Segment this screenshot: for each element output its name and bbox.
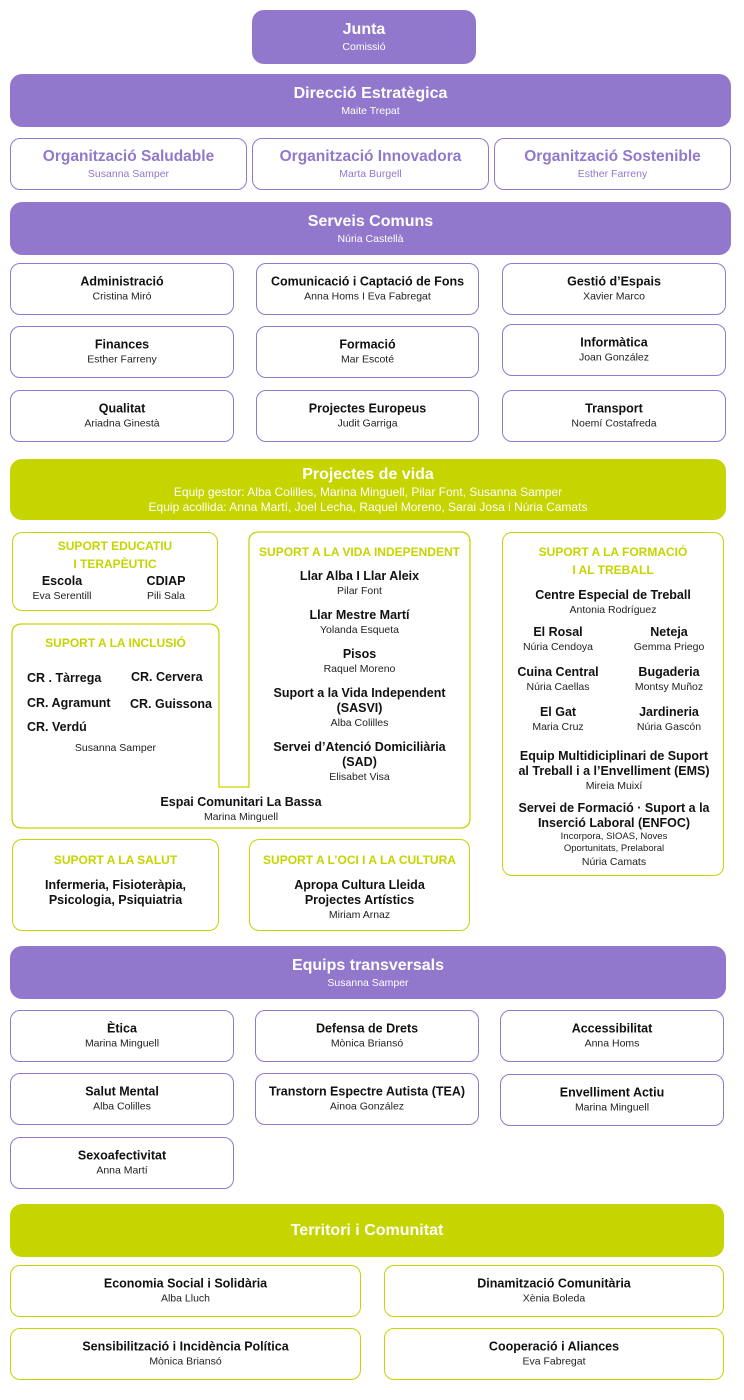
territori-dinamitzacio: [384, 1265, 724, 1317]
ems-sub: Mireia Muixí: [585, 780, 643, 792]
equip-title: Accessibilitat: [571, 1021, 653, 1036]
servei-title: Formació: [339, 337, 396, 352]
enfoc-sub2: Oportunitats, Prelaboral: [563, 843, 665, 854]
equip-title: Ètica: [107, 1021, 137, 1036]
territori-box: [10, 1204, 724, 1257]
equip-title: Defensa de Drets: [315, 1021, 419, 1036]
inclusio-head: SUPORT A LA INCLUSIÓ: [45, 636, 186, 650]
cet-unit-sub: Núria Cendoya: [522, 641, 594, 653]
territori-item-sub: Eva Fabregat: [522, 1355, 586, 1368]
equip-tea: [255, 1073, 479, 1125]
cet-unit-sub: Montsy Muñoz: [634, 681, 704, 693]
suport-oci-box: [249, 839, 470, 931]
espai-title: Espai Comunitari La Bassa: [160, 795, 322, 809]
servei-sub: Mar Escoté: [340, 353, 395, 366]
vida-item-title: Servei d’Atenció Domiciliària: [273, 740, 446, 754]
vida-item-sub: Pilar Font: [337, 585, 382, 597]
vida-item-sub: Alba Colilles: [330, 717, 389, 729]
servei-title: Gestió d’Espais: [567, 274, 661, 289]
org-title: Organització Innovadora: [279, 148, 462, 165]
cet-unit-title: El Gat: [539, 705, 577, 719]
vida-item-title2: (SASVI): [336, 701, 383, 715]
cet-unit-sub: Maria Cruz: [532, 721, 584, 733]
enfoc-line2: Inserció Laboral (ENFOC): [537, 816, 691, 830]
equip-salut-mental: [10, 1073, 234, 1125]
suport-salut-box: [12, 839, 219, 931]
equips-box: [10, 946, 726, 999]
servei-title: Transport: [585, 401, 643, 416]
equip-sub: Marina Minguell: [84, 1037, 160, 1050]
territori-item-title: Dinamització Comunitària: [477, 1276, 631, 1291]
servei-title: Informàtica: [580, 335, 648, 350]
junta-title: Junta: [342, 21, 386, 38]
ems-line1: Equip Multidiciplinari de Suport: [519, 749, 709, 763]
servei-title: Finances: [94, 337, 150, 352]
equip-sexoafectivitat: [10, 1137, 234, 1189]
vida-item-title: Pisos: [342, 647, 377, 661]
org-title: Organització Sostenible: [524, 148, 701, 165]
servei-sub: Noemí Costafreda: [571, 417, 657, 430]
equip-etica: [10, 1010, 234, 1062]
vida-item-title: Suport a la Vida Independent: [273, 686, 446, 700]
territori-item-title: Cooperació i Aliances: [488, 1339, 620, 1354]
equip-title: Envelliment Actiu: [559, 1085, 665, 1100]
suport-formacio-box: [502, 532, 724, 876]
cet-unit-title: Bugaderia: [638, 665, 700, 679]
cet-unit-title: Cuina Central: [517, 665, 599, 679]
cet-sub: Antonia Rodríguez: [569, 604, 657, 616]
projectes-title: Projectes de vida: [302, 465, 434, 483]
enfoc-line1: Servei de Formació · Suport a la: [518, 801, 710, 815]
serveis-title: Serveis Comuns: [307, 212, 434, 230]
servei-sub: Ariadna Ginestà: [84, 417, 160, 430]
salut-line1: Infermeria, Fisioteràpia,: [44, 878, 187, 892]
equips-title: Equips transversals: [291, 956, 445, 974]
territori-item-title: Sensibilització i Incidència Política: [82, 1339, 289, 1354]
oci-sub: Miriam Arnaz: [328, 909, 391, 921]
enfoc-sub3: Núria Camats: [581, 856, 647, 868]
servei-sub: Cristina Miró: [92, 290, 152, 303]
equip-sub: Ainoa González: [329, 1100, 405, 1113]
oci-head: SUPORT A L’OCI I A LA CULTURA: [263, 853, 456, 867]
equip-sub: Marina Minguell: [574, 1101, 650, 1114]
servei-title: Projectes Europeus: [308, 401, 427, 416]
territori-sensibilitzacio: [10, 1328, 361, 1380]
org-sub: Susanna Samper: [87, 168, 170, 180]
cet-unit-sub: Núria Caellas: [526, 681, 590, 693]
equip-sub: Anna Martí: [96, 1164, 148, 1177]
vida-item-sub: Elisabet Visa: [329, 771, 390, 783]
cet-unit-sub: Núria Gascón: [636, 721, 702, 733]
cet-unit-title: El Rosal: [533, 625, 583, 639]
enfoc-sub1: Incorpora, SIOAS, Noves: [560, 831, 668, 842]
org-sub: Esther Farreny: [577, 168, 648, 180]
junta-sub: Comissió: [342, 41, 386, 53]
servei-sub: Joan González: [578, 351, 650, 364]
vida-item-title: Llar Mestre Martí: [309, 608, 410, 622]
vida-head: SUPORT A LA VIDA INDEPENDENT: [259, 545, 460, 559]
escola-sub: Eva Serentill: [32, 590, 92, 602]
org-sub: Marta Burgell: [339, 168, 402, 180]
territori-cooperacio: [384, 1328, 724, 1380]
servei-sub: Xavier Marco: [583, 290, 645, 303]
territori-item-sub: Mònica Briansó: [149, 1355, 222, 1368]
formacio-head1: SUPORT A LA FORMACIÓ: [538, 545, 688, 559]
servei-title: Comunicació i Captació de Fons: [270, 274, 465, 289]
espai-sub: Marina Minguell: [203, 811, 279, 823]
educatiu-head2: I TERAPÈUTIC: [73, 557, 157, 571]
servei-sub: Anna Homs I Eva Fabregat: [304, 290, 431, 303]
equip-envelliment-actiu: [500, 1074, 724, 1126]
cet-unit-title: Neteja: [650, 625, 688, 639]
vida-item-title2: (SAD): [342, 755, 377, 769]
salut-line2: Psicologia, Psiquiatria: [48, 893, 183, 907]
projectes-acollida: Equip acollida: Anna Martí, Joel Lecha, Raquel Moreno, Sarai Josa i Núria Camats: [148, 499, 588, 514]
cet-unit-sub: Gemma Priego: [633, 641, 705, 653]
territori-item-title: Economia Social i Solidària: [103, 1276, 268, 1291]
territori-title: Territori i Comunitat: [290, 1221, 444, 1239]
equip-defensa-drets: [255, 1010, 479, 1062]
equips-sub: Susanna Samper: [327, 976, 409, 989]
vida-item-title: Llar Alba I Llar Aleix: [299, 569, 420, 583]
servei-title: Qualitat: [98, 401, 146, 416]
direccio-sub: Maite Trepat: [341, 104, 400, 117]
oci-line1: Apropa Cultura Lleida: [294, 878, 425, 892]
cr-cervera: CR. Cervera: [131, 670, 203, 684]
cr-verdu: CR. Verdú: [27, 720, 87, 734]
territori-item-sub: Alba Lluch: [160, 1292, 211, 1305]
equip-accessibilitat: [500, 1010, 724, 1062]
servei-sub: Esther Farreny: [87, 353, 157, 366]
cdiap-title: CDIAP: [146, 574, 186, 588]
ems-line2: al Treball i a l’Envelliment (EMS): [518, 764, 710, 778]
equip-title: Salut Mental: [85, 1084, 159, 1099]
serveis-sub: Núria Castellà: [337, 232, 404, 245]
vida-item-sub: Yolanda Esqueta: [319, 624, 400, 636]
vida-item-sub: Raquel Moreno: [323, 663, 396, 675]
cr-agramunt: CR. Agramunt: [27, 696, 111, 710]
equip-title: Sexoafectivitat: [77, 1148, 167, 1163]
equip-sub: Alba Colilles: [93, 1100, 151, 1113]
equip-sub: Mònica Briansó: [330, 1037, 404, 1050]
equip-sub: Anna Homs: [584, 1037, 640, 1050]
cdiap-sub: Pili Sala: [147, 590, 185, 602]
cet-title: Centre Especial de Treball: [535, 588, 691, 602]
org-title: Organització Saludable: [42, 148, 215, 165]
educatiu-head1: SUPORT EDUCATIU: [57, 539, 173, 553]
direccio-title: Direcció Estratègica: [293, 84, 448, 102]
equip-title: Transtorn Espectre Autista (TEA): [268, 1084, 466, 1099]
cr-tarrega: CR . Tàrrega: [27, 671, 102, 685]
territori-item-sub: Xènia Boleda: [522, 1292, 586, 1305]
projectes-gestor: Equip gestor: Alba Colilles, Marina Minguell, Pilar Font, Susanna Samper: [173, 484, 563, 499]
oci-line2: Projectes Artístics: [304, 893, 415, 907]
inclusio-resp: Susanna Samper: [74, 742, 157, 754]
salut-head: SUPORT A LA SALUT: [53, 853, 178, 867]
formacio-head2: I AL TREBALL: [572, 563, 654, 577]
servei-title: Administració: [80, 274, 164, 289]
servei-sub: Judit Garriga: [337, 417, 398, 430]
cet-unit-title: Jardineria: [639, 705, 699, 719]
territori-economia-social: [10, 1265, 361, 1317]
cr-guissona: CR. Guissona: [130, 697, 212, 711]
escola-title: Escola: [41, 574, 83, 588]
